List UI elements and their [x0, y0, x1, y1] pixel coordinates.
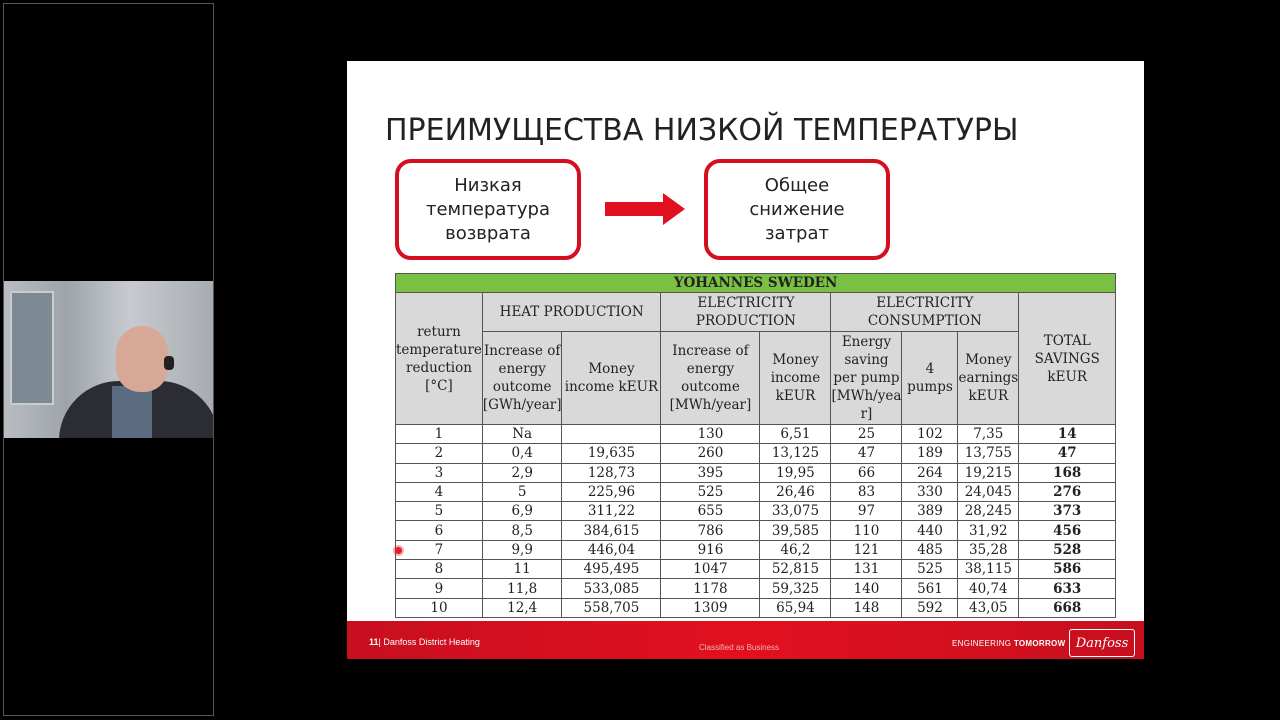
total-cell: 373	[1019, 502, 1116, 521]
table-row	[396, 560, 1116, 579]
table-cell: 28,245	[958, 502, 1019, 521]
table-cell: 13,755	[958, 444, 1019, 463]
table-cell: 9	[396, 579, 483, 598]
table-cell: 31,92	[958, 521, 1019, 540]
table-cell: 128,73	[562, 463, 661, 482]
savings-table	[395, 273, 1116, 618]
table-row	[396, 540, 1116, 559]
table-cell: 6	[396, 521, 483, 540]
table-cell: 533,085	[562, 579, 661, 598]
table-cell: 40,74	[958, 579, 1019, 598]
table-cell: 10	[396, 598, 483, 617]
table-cell: 384,615	[562, 521, 661, 540]
total-cell: 586	[1019, 560, 1116, 579]
table-cell: 52,815	[760, 560, 831, 579]
table-cell: 6,9	[482, 502, 562, 521]
table-cell: 2,9	[482, 463, 562, 482]
table-cell: 260	[661, 444, 760, 463]
table-cell: 43,05	[958, 598, 1019, 617]
table-cell: 2	[396, 444, 483, 463]
footer-left	[369, 637, 480, 647]
table-cell: 11,8	[482, 579, 562, 598]
table-cell: 1178	[661, 579, 760, 598]
table-cell: 24,045	[958, 482, 1019, 501]
table-cell: 225,96	[562, 482, 661, 501]
table-cell: 495,495	[562, 560, 661, 579]
table-cell: 7	[396, 540, 483, 559]
arrow-right-icon	[605, 193, 685, 225]
slide-title: ПРЕИМУЩЕСТВА НИЗКОЙ ТЕМПЕРАТУРЫ	[385, 113, 1019, 148]
table-cell: 19,215	[958, 463, 1019, 482]
total-cell: 668	[1019, 598, 1116, 617]
table-cell: 592	[902, 598, 958, 617]
table-cell: 311,22	[562, 502, 661, 521]
table-cell: 39,585	[760, 521, 831, 540]
laser-pointer-dot	[395, 547, 402, 554]
danfoss-logo: Danfoss	[1069, 629, 1135, 657]
table-cell: 33,075	[760, 502, 831, 521]
table-body	[396, 425, 1116, 618]
page-number: 11	[369, 637, 379, 647]
table-cell: 59,325	[760, 579, 831, 598]
table-banner: YOHANNES SWEDEN	[396, 274, 1116, 293]
table-cell: 558,705	[562, 598, 661, 617]
table-cell: 1047	[661, 560, 760, 579]
table-cell: 389	[902, 502, 958, 521]
heat-money-header: Money income kEUR	[562, 332, 661, 425]
table-cell: 395	[661, 463, 760, 482]
table-cell: 9,9	[482, 540, 562, 559]
table-cell: 25	[831, 425, 902, 444]
table-cell: 446,04	[562, 540, 661, 559]
money-earnings-header: Money earnings kEUR	[958, 332, 1019, 425]
table-cell: 11	[482, 560, 562, 579]
return-temp-header: return temperature reduction [°C]	[396, 293, 483, 425]
table-cell	[562, 425, 661, 444]
table-cell: 3	[396, 463, 483, 482]
table-cell: 83	[831, 482, 902, 501]
table-row	[396, 482, 1116, 501]
table-cell: 38,115	[958, 560, 1019, 579]
electricity-production-header: ELECTRICITY PRODUCTION	[661, 293, 831, 332]
table-cell: 110	[831, 521, 902, 540]
table-cell: 140	[831, 579, 902, 598]
footer-tagline	[952, 639, 1065, 648]
table-cell: 189	[902, 444, 958, 463]
total-cell: 168	[1019, 463, 1116, 482]
total-cell: 456	[1019, 521, 1116, 540]
table-cell: 525	[902, 560, 958, 579]
classification-label: Classified as Business	[699, 643, 780, 652]
table-row	[396, 502, 1116, 521]
table-cell: 35,28	[958, 540, 1019, 559]
total-savings-header: TOTAL SAVINGS kEUR	[1019, 293, 1116, 425]
tagline-bold: TOMORROW	[1013, 639, 1066, 648]
table-cell: 5	[482, 482, 562, 501]
table-cell: 12,4	[482, 598, 562, 617]
table-cell: 19,95	[760, 463, 831, 482]
presentation-slide	[347, 61, 1144, 659]
table-cell: 6,51	[760, 425, 831, 444]
table-cell: 131	[831, 560, 902, 579]
table-cell: 13,125	[760, 444, 831, 463]
table-cell: 916	[661, 540, 760, 559]
elec-increase-header: Increase of energy outcome [MWh/year]	[661, 332, 760, 425]
total-cell: 14	[1019, 425, 1116, 444]
table-cell: 5	[396, 502, 483, 521]
slide-footer	[347, 621, 1144, 659]
table-cell: 0,4	[482, 444, 562, 463]
table-cell: 65,94	[760, 598, 831, 617]
table-cell: 8,5	[482, 521, 562, 540]
table-row	[396, 444, 1116, 463]
table-cell: 4	[396, 482, 483, 501]
webcam-video	[4, 281, 213, 438]
table-cell: 66	[831, 463, 902, 482]
elec-money-header: Money income kEUR	[760, 332, 831, 425]
total-cell: 276	[1019, 482, 1116, 501]
table-cell: 786	[661, 521, 760, 540]
table-cell: 47	[831, 444, 902, 463]
table-cell: 264	[902, 463, 958, 482]
tagline-regular: ENGINEERING	[952, 639, 1014, 648]
table-cell: 121	[831, 540, 902, 559]
headset-icon	[164, 356, 174, 370]
table-cell: 525	[661, 482, 760, 501]
table-row	[396, 579, 1116, 598]
table-cell: 561	[902, 579, 958, 598]
table-cell: 330	[902, 482, 958, 501]
table-cell: 97	[831, 502, 902, 521]
table-cell: 440	[902, 521, 958, 540]
electricity-consumption-header: ELECTRICITY CONSUMPTION	[831, 293, 1019, 332]
table-cell: 7,35	[958, 425, 1019, 444]
total-cell: 528	[1019, 540, 1116, 559]
table-cell: 1309	[661, 598, 760, 617]
table-cell: 655	[661, 502, 760, 521]
table-row	[396, 598, 1116, 617]
presenter-shirt	[112, 386, 152, 438]
webcam-window	[10, 291, 54, 405]
total-cell: 47	[1019, 444, 1116, 463]
table-row	[396, 425, 1116, 444]
pump-saving-header: Energy saving per pump [MWh/yea r]	[831, 332, 902, 425]
table-cell: 26,46	[760, 482, 831, 501]
table-row	[396, 521, 1116, 540]
table-cell: 8	[396, 560, 483, 579]
table-cell: 1	[396, 425, 483, 444]
table-cell: 148	[831, 598, 902, 617]
four-pumps-header: 4 pumps	[902, 332, 958, 425]
presenter-head	[116, 326, 168, 392]
table-cell: 130	[661, 425, 760, 444]
footer-company: | Danfoss District Heating	[378, 637, 480, 647]
total-cell: 633	[1019, 579, 1116, 598]
heat-production-header: HEAT PRODUCTION	[482, 293, 661, 332]
heat-increase-header: Increase of energy outcome [GWh/year]	[482, 332, 562, 425]
cost-reduction-box: Общее снижение затрат	[704, 159, 890, 260]
table-cell: 485	[902, 540, 958, 559]
table-cell: Na	[482, 425, 562, 444]
table-cell: 102	[902, 425, 958, 444]
table-cell: 46,2	[760, 540, 831, 559]
low-return-temperature-box: Низкая температура возврата	[395, 159, 581, 260]
table-cell: 19,635	[562, 444, 661, 463]
table-row	[396, 463, 1116, 482]
